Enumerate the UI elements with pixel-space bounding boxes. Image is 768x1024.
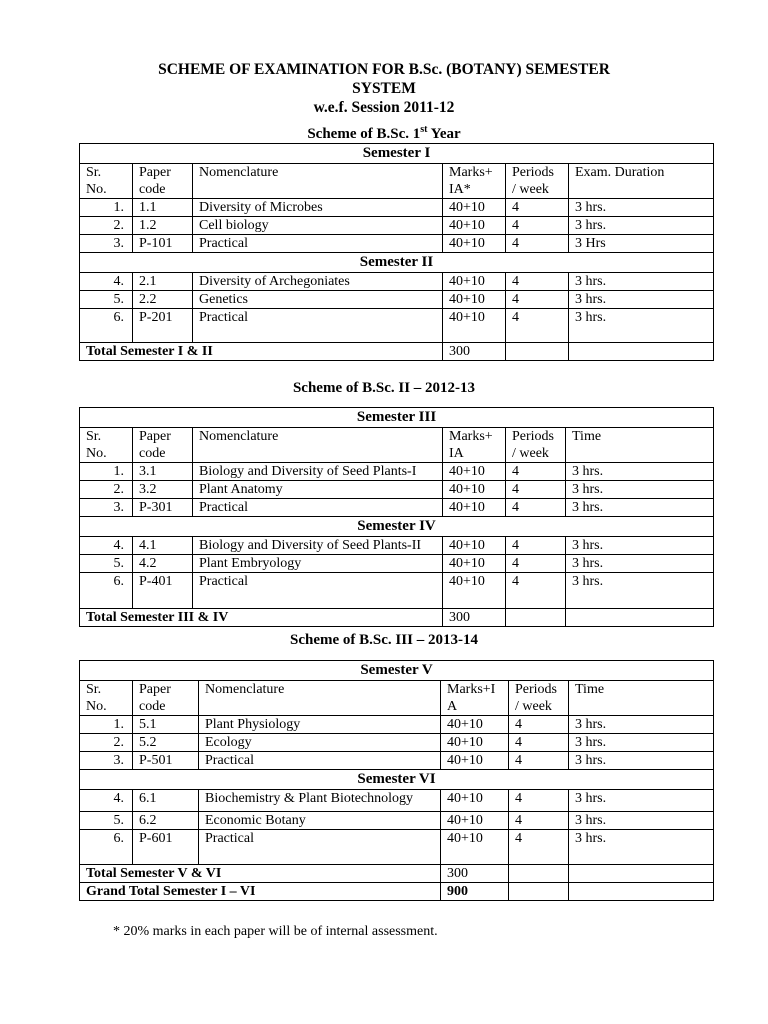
total-label: Total Semester I & II — [80, 343, 443, 361]
cell-code: P-201 — [133, 309, 193, 343]
cell-empty — [509, 883, 569, 901]
document-title-session: w.e.f. Session 2011-12 — [313, 99, 455, 116]
cell-name: Plant Anatomy — [193, 481, 443, 499]
cell-code: 3.2 — [133, 481, 193, 499]
cell-empty — [509, 865, 569, 883]
cell-periods: 4 — [506, 573, 566, 609]
col-periods-header: Periods / week — [509, 681, 569, 716]
cell-time: 3 hrs. — [569, 199, 714, 217]
document-title-line1: SCHEME OF EXAMINATION FOR B.Sc. (BOTANY) SEMESTER — [158, 61, 610, 78]
cell-sr: 3. — [80, 499, 133, 517]
cell-marks: 40+10 — [441, 716, 509, 734]
cell-periods: 4 — [509, 752, 569, 770]
year1-table — [79, 143, 714, 361]
cell-sr: 5. — [80, 291, 133, 309]
table-row — [80, 555, 714, 573]
cell-name: Biology and Diversity of Seed Plants-I — [193, 463, 443, 481]
cell-periods: 4 — [509, 830, 569, 865]
total-row — [80, 609, 714, 627]
cell-time: 3 hrs. — [566, 573, 714, 609]
table-row — [80, 734, 714, 752]
table-row — [80, 752, 714, 770]
cell-time: 3 Hrs — [569, 235, 714, 253]
cell-marks: 40+10 — [441, 790, 509, 812]
col-name-header: Nomenclature — [199, 681, 441, 716]
cell-time: 3 hrs. — [569, 830, 714, 865]
cell-marks: 40+10 — [443, 463, 506, 481]
col-sr-header: Sr. No. — [80, 681, 133, 716]
cell-periods: 4 — [506, 537, 566, 555]
column-header-row — [80, 428, 714, 463]
semester-heading-row — [80, 408, 714, 428]
cell-marks: 40+10 — [441, 734, 509, 752]
col-time-header: Time — [566, 428, 714, 463]
cell-code: 2.1 — [133, 273, 193, 291]
cell-marks: 40+10 — [443, 235, 506, 253]
semester-heading: Semester III — [80, 408, 714, 428]
col-sr-header: Sr. No. — [80, 428, 133, 463]
table-row — [80, 499, 714, 517]
cell-name: Practical — [193, 499, 443, 517]
cell-marks: 40+10 — [441, 830, 509, 865]
cell-time: 3 hrs. — [569, 291, 714, 309]
table-row — [80, 812, 714, 830]
cell-name: Plant Physiology — [199, 716, 441, 734]
col-name-header: Nomenclature — [193, 428, 443, 463]
cell-sr: 4. — [80, 273, 133, 291]
cell-empty — [506, 609, 566, 627]
cell-code: P-101 — [133, 235, 193, 253]
col-code-header: Paper code — [133, 681, 199, 716]
cell-code: P-601 — [133, 830, 199, 865]
cell-marks: 40+10 — [443, 481, 506, 499]
total-row — [80, 865, 714, 883]
cell-name: Genetics — [193, 291, 443, 309]
table-row — [80, 481, 714, 499]
table-row — [80, 463, 714, 481]
cell-sr: 1. — [80, 716, 133, 734]
cell-marks: 40+10 — [441, 812, 509, 830]
table-row — [80, 790, 714, 812]
cell-periods: 4 — [506, 291, 569, 309]
col-marks-header: Marks+I A — [441, 681, 509, 716]
grand-total-row — [80, 883, 714, 901]
cell-periods: 4 — [509, 790, 569, 812]
cell-sr: 2. — [80, 217, 133, 235]
cell-periods: 4 — [506, 481, 566, 499]
cell-periods: 4 — [509, 716, 569, 734]
cell-name: Economic Botany — [199, 812, 441, 830]
cell-marks: 40+10 — [443, 573, 506, 609]
cell-sr: 1. — [80, 199, 133, 217]
cell-marks: 40+10 — [443, 537, 506, 555]
cell-code: 4.2 — [133, 555, 193, 573]
cell-code: P-501 — [133, 752, 199, 770]
year3-table — [79, 660, 714, 901]
cell-periods: 4 — [506, 235, 569, 253]
cell-time: 3 hrs. — [569, 752, 714, 770]
cell-marks: 40+10 — [443, 199, 506, 217]
cell-code: 5.2 — [133, 734, 199, 752]
cell-name: Practical — [193, 235, 443, 253]
year1-heading: Scheme of B.Sc. 1st Year — [307, 124, 461, 142]
semester-heading: Semester IV — [80, 517, 714, 537]
table-row — [80, 309, 714, 343]
cell-periods: 4 — [506, 199, 569, 217]
semester-heading: Semester V — [80, 661, 714, 681]
semester-heading-row — [80, 770, 714, 790]
cell-sr: 2. — [80, 481, 133, 499]
semester-heading-row — [80, 661, 714, 681]
cell-empty — [569, 883, 714, 901]
cell-marks: 40+10 — [443, 273, 506, 291]
table-row — [80, 217, 714, 235]
cell-periods: 4 — [506, 499, 566, 517]
cell-marks: 40+10 — [443, 217, 506, 235]
cell-marks: 40+10 — [443, 309, 506, 343]
cell-time: 3 hrs. — [569, 309, 714, 343]
total-value: 300 — [443, 609, 506, 627]
year2-heading: Scheme of B.Sc. II – 2012-13 — [292, 380, 476, 396]
cell-sr: 4. — [80, 537, 133, 555]
table-row — [80, 716, 714, 734]
document-title-line2: SYSTEM — [352, 80, 416, 97]
cell-code: 6.1 — [133, 790, 199, 812]
semester-heading: Semester VI — [80, 770, 714, 790]
col-name-header: Nomenclature — [193, 164, 443, 199]
grand-total-value: 900 — [441, 883, 509, 901]
cell-name: Plant Embryology — [193, 555, 443, 573]
cell-periods: 4 — [506, 309, 569, 343]
cell-sr: 3. — [80, 235, 133, 253]
cell-sr: 5. — [80, 812, 133, 830]
col-marks-header: Marks+ IA* — [443, 164, 506, 199]
cell-periods: 4 — [506, 555, 566, 573]
cell-code: 4.1 — [133, 537, 193, 555]
cell-sr: 6. — [80, 309, 133, 343]
cell-sr: 3. — [80, 752, 133, 770]
col-code-header: Paper code — [133, 428, 193, 463]
table-row — [80, 291, 714, 309]
cell-name: Ecology — [199, 734, 441, 752]
cell-empty — [569, 343, 714, 361]
cell-name: Diversity of Microbes — [193, 199, 443, 217]
cell-time: 3 hrs. — [569, 716, 714, 734]
cell-name: Diversity of Archegoniates — [193, 273, 443, 291]
cell-periods: 4 — [509, 734, 569, 752]
cell-name: Practical — [193, 309, 443, 343]
semester-heading-row — [80, 253, 714, 273]
cell-code: P-401 — [133, 573, 193, 609]
total-row — [80, 343, 714, 361]
col-periods-header: Periods / week — [506, 164, 569, 199]
col-code-header: Paper code — [133, 164, 193, 199]
cell-sr: 6. — [80, 830, 133, 865]
cell-code: 2.2 — [133, 291, 193, 309]
cell-time: 3 hrs. — [569, 217, 714, 235]
cell-code: 3.1 — [133, 463, 193, 481]
cell-periods: 4 — [509, 812, 569, 830]
table-row — [80, 830, 714, 865]
cell-code: 5.1 — [133, 716, 199, 734]
table-row — [80, 199, 714, 217]
cell-empty — [569, 865, 714, 883]
cell-time: 3 hrs. — [566, 463, 714, 481]
cell-name: Practical — [199, 752, 441, 770]
cell-marks: 40+10 — [443, 499, 506, 517]
table-row — [80, 273, 714, 291]
cell-empty — [506, 343, 569, 361]
year3-heading: Scheme of B.Sc. III – 2013-14 — [290, 632, 478, 648]
col-time-header: Exam. Duration — [569, 164, 714, 199]
semester-heading-row — [80, 517, 714, 537]
cell-periods: 4 — [506, 217, 569, 235]
table-row — [80, 573, 714, 609]
table-row — [80, 537, 714, 555]
column-header-row — [80, 164, 714, 199]
cell-time: 3 hrs. — [569, 734, 714, 752]
cell-periods: 4 — [506, 273, 569, 291]
cell-empty — [566, 609, 714, 627]
year2-table — [79, 407, 714, 627]
grand-total-label: Grand Total Semester I – VI — [80, 883, 441, 901]
cell-name: Biology and Diversity of Seed Plants-II — [193, 537, 443, 555]
cell-sr: 4. — [80, 790, 133, 812]
cell-code: 6.2 — [133, 812, 199, 830]
cell-name: Biochemistry & Plant Biotechnology — [199, 790, 441, 812]
col-periods-header: Periods / week — [506, 428, 566, 463]
table-row — [80, 235, 714, 253]
semester-heading: Semester II — [80, 253, 714, 273]
cell-marks: 40+10 — [441, 752, 509, 770]
col-marks-header: Marks+ IA — [443, 428, 506, 463]
cell-time: 3 hrs. — [566, 499, 714, 517]
col-time-header: Time — [569, 681, 714, 716]
cell-marks: 40+10 — [443, 555, 506, 573]
cell-time: 3 hrs. — [569, 790, 714, 812]
cell-time: 3 hrs. — [566, 537, 714, 555]
cell-time: 3 hrs. — [569, 273, 714, 291]
cell-marks: 40+10 — [443, 291, 506, 309]
cell-code: P-301 — [133, 499, 193, 517]
cell-sr: 5. — [80, 555, 133, 573]
col-sr-header: Sr. No. — [80, 164, 133, 199]
cell-time: 3 hrs. — [569, 812, 714, 830]
total-label: Total Semester III & IV — [80, 609, 443, 627]
cell-sr: 6. — [80, 573, 133, 609]
cell-sr: 2. — [80, 734, 133, 752]
cell-name: Cell biology — [193, 217, 443, 235]
semester-heading: Semester I — [80, 144, 714, 164]
total-value: 300 — [441, 865, 509, 883]
total-label: Total Semester V & VI — [80, 865, 441, 883]
footnote: * 20% marks in each paper will be of internal assessment. — [113, 924, 438, 939]
cell-periods: 4 — [506, 463, 566, 481]
column-header-row — [80, 681, 714, 716]
total-value: 300 — [443, 343, 506, 361]
cell-name: Practical — [199, 830, 441, 865]
cell-code: 1.1 — [133, 199, 193, 217]
cell-code: 1.2 — [133, 217, 193, 235]
cell-time: 3 hrs. — [566, 481, 714, 499]
cell-time: 3 hrs. — [566, 555, 714, 573]
semester-heading-row — [80, 144, 714, 164]
cell-sr: 1. — [80, 463, 133, 481]
cell-name: Practical — [193, 573, 443, 609]
